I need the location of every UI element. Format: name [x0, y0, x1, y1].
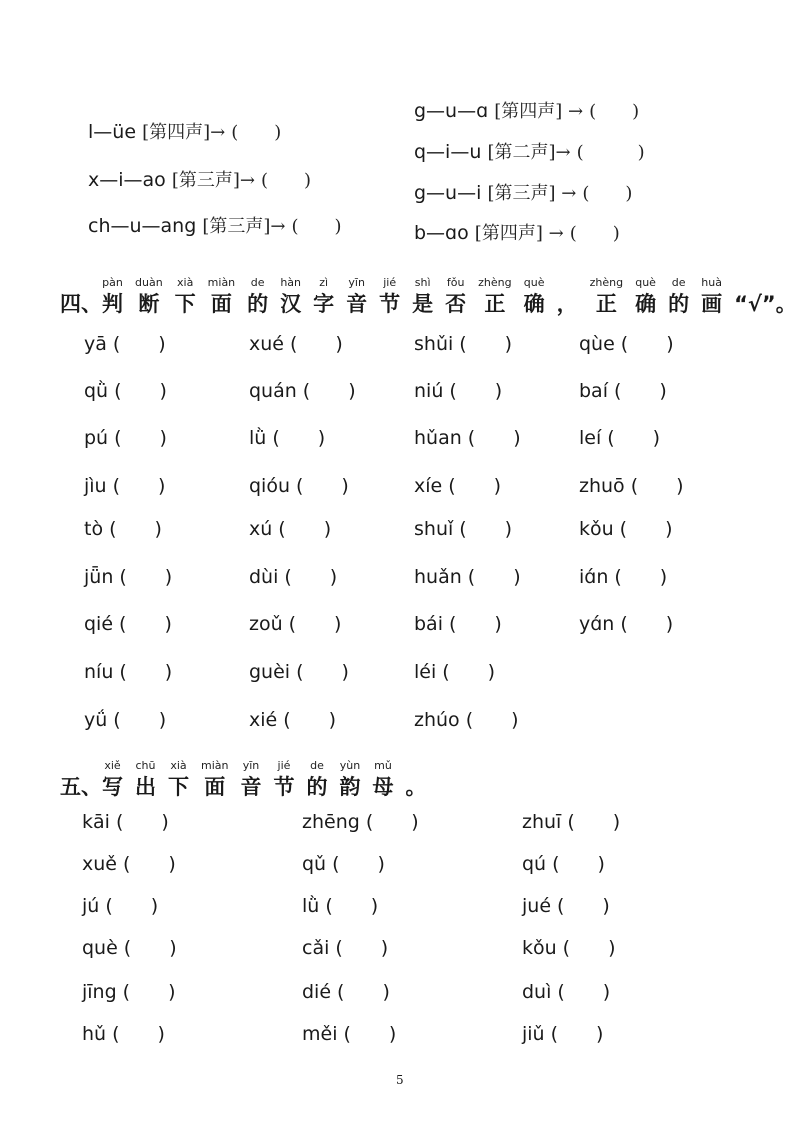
answer-paren[interactable]: ( ) [630, 475, 684, 497]
section4-heading [60, 276, 800, 328]
syllable-item [82, 849, 176, 876]
syllable-item [414, 514, 512, 541]
answer-paren[interactable]: ( ) [119, 566, 173, 588]
syllable-text: leí [579, 427, 602, 449]
ruby-hanzi: 节 [273, 775, 295, 799]
syllable-text: qǜ [84, 380, 109, 402]
syllable-text: hǔan [414, 427, 462, 449]
ruby-char [346, 276, 367, 318]
answer-paren[interactable]: ( ) [112, 475, 166, 497]
ruby-hanzi: 出 [135, 775, 156, 799]
combo-syllable: q—i—u [414, 141, 482, 163]
syllable-text: lǜ [302, 895, 320, 917]
ruby-pinyin [405, 759, 426, 773]
ruby-char [412, 276, 433, 318]
syllable-text: jǖn [84, 566, 114, 588]
syllable-text: zoǔ [249, 613, 283, 635]
ruby-pinyin: zhèng [589, 276, 624, 289]
ruby-char [478, 276, 511, 318]
syllable-text: bái [414, 613, 443, 635]
answer-paren[interactable]: ( ) [272, 427, 326, 449]
ruby-char [208, 276, 235, 318]
answer-paren[interactable]: ( ) [109, 518, 162, 540]
syllable-text: kǒu [522, 937, 557, 959]
syllable-item [84, 609, 172, 636]
answer-paren[interactable]: ( ) [459, 333, 513, 355]
syllable-item [249, 471, 349, 498]
syllable-item [82, 807, 169, 834]
answer-paren[interactable]: ( ) [284, 566, 338, 588]
syllable-item [302, 807, 419, 834]
combo-syllable: ch—u—ang [88, 215, 197, 237]
syllable-item [249, 657, 349, 684]
answer-paren[interactable]: ( ) [114, 380, 167, 402]
syllable-item [82, 977, 176, 1004]
syllable-item [414, 705, 519, 732]
answer-paren[interactable]: ( ) [343, 1023, 397, 1045]
section-number: 四、 [60, 292, 102, 316]
ruby-char [201, 759, 228, 801]
syllable-text: qùe [579, 333, 615, 355]
ruby-char [590, 276, 623, 318]
syllable-text: yǘ [84, 709, 108, 731]
syllable-text: zhēng [302, 811, 360, 833]
ruby-pinyin: de [250, 276, 265, 289]
answer-paren[interactable]: ( ) [325, 895, 379, 917]
syllable-item [579, 329, 674, 356]
answer-paren[interactable]: ( ) [296, 475, 349, 497]
syllable-item [249, 423, 325, 450]
combo-answer[interactable]: ( ) [589, 101, 640, 122]
answer-paren[interactable]: ( ) [448, 613, 502, 635]
syllable-item [414, 562, 521, 589]
syllable-item [84, 657, 172, 684]
ruby-hanzi: 的 [247, 292, 269, 316]
ruby-hanzi: 节 [379, 292, 401, 316]
ruby-char [175, 276, 196, 318]
syllable-item [84, 423, 167, 450]
answer-paren[interactable]: ( ) [113, 709, 167, 731]
ruby-char [734, 276, 797, 318]
syllable-item [579, 423, 660, 450]
answer-paren[interactable]: ( ) [119, 661, 173, 683]
ruby-hanzi: 面 [210, 292, 232, 316]
combo-answer[interactable]: ( ) [576, 142, 645, 163]
syllable-item [579, 562, 667, 589]
syllable-item [249, 514, 331, 541]
syllable-text: quán [249, 380, 297, 402]
syllable-text: kāi [82, 811, 110, 833]
combo-answer[interactable]: ( ) [582, 183, 633, 204]
ruby-pinyin: mǔ [374, 759, 392, 772]
ruby-pinyin: jié [277, 759, 291, 772]
ruby-hanzi: 否 [445, 292, 467, 316]
answer-paren[interactable]: ( ) [112, 333, 166, 355]
ruby-hanzi: 判 [102, 292, 123, 316]
syllable-item [414, 423, 521, 450]
combo-right-1 [414, 97, 639, 123]
ruby-hanzi: 确 [523, 292, 545, 316]
ruby-hanzi: 下 [168, 775, 189, 799]
answer-paren[interactable]: ( ) [449, 380, 503, 402]
ruby-char [273, 759, 294, 801]
answer-paren[interactable]: ( ) [332, 853, 385, 875]
syllable-text: cǎi [302, 937, 330, 959]
syllable-item [579, 471, 684, 498]
syllable-item [414, 657, 495, 684]
ruby-hanzi: 是 [412, 292, 434, 316]
combo-answer[interactable]: ( ) [231, 122, 282, 143]
combo-syllable: l—üe [88, 121, 137, 143]
syllable-item [84, 471, 165, 498]
syllable-text: xué [249, 333, 284, 355]
syllable-text: xuě [82, 853, 117, 875]
answer-paren[interactable]: ( ) [620, 333, 674, 355]
answer-paren[interactable]: ( ) [557, 981, 611, 1003]
ruby-hanzi: 正 [484, 292, 506, 316]
answer-paren[interactable]: ( ) [442, 661, 496, 683]
answer-paren[interactable]: ( ) [613, 380, 667, 402]
syllable-text: jìu [84, 475, 107, 497]
syllable-item [302, 849, 385, 876]
answer-paren[interactable]: ( ) [114, 427, 167, 449]
ruby-char [339, 759, 360, 801]
syllable-text: yɑ́n [579, 613, 615, 635]
answer-paren[interactable]: ( ) [283, 709, 337, 731]
syllable-item [414, 471, 501, 498]
syllable-text: shǔi [414, 333, 454, 355]
ruby-pinyin: què [635, 276, 656, 289]
syllable-item [249, 705, 336, 732]
ruby-hanzi: 。 [405, 775, 427, 799]
ruby-char [306, 759, 327, 801]
syllable-text: qióu [249, 475, 291, 497]
combo-tone: [第四声] → [494, 101, 584, 122]
answer-paren[interactable]: ( ) [337, 981, 390, 1003]
syllable-text: shuǐ [414, 518, 454, 540]
ruby-hanzi: ， [556, 292, 578, 316]
ruby-hanzi: 面 [204, 775, 226, 799]
syllable-text: què [82, 937, 118, 959]
syllable-text: jué [522, 895, 552, 917]
syllable-text: xié [249, 709, 278, 731]
combo-left-1 [88, 118, 281, 144]
answer-paren[interactable]: ( ) [607, 427, 661, 449]
answer-paren[interactable]: ( ) [619, 518, 673, 540]
syllable-text: iɑ́n [579, 566, 609, 588]
ruby-pinyin: yīn [242, 759, 260, 772]
syllable-item [579, 514, 673, 541]
ruby-pinyin: de [310, 759, 324, 772]
syllable-text: zhuō [579, 475, 625, 497]
answer-paren[interactable]: ( ) [296, 661, 349, 683]
answer-paren[interactable]: ( ) [122, 981, 176, 1003]
syllable-text: měi [302, 1023, 338, 1045]
syllable-item [249, 609, 341, 636]
answer-paren[interactable]: ( ) [614, 566, 668, 588]
ruby-pinyin: zhèng [478, 276, 512, 289]
ruby-char [168, 759, 189, 801]
answer-paren[interactable]: ( ) [115, 811, 169, 833]
syllable-text: tò [84, 518, 104, 540]
combo-syllable: b—ɑo [414, 222, 469, 244]
ruby-hanzi: 确 [635, 292, 657, 316]
ruby-pinyin: miàn [201, 759, 229, 772]
ruby-hanzi: 汉 [280, 292, 302, 316]
syllable-item [302, 933, 388, 960]
ruby-char [701, 276, 722, 318]
ruby-char [280, 276, 301, 318]
combo-answer[interactable]: ( ) [569, 223, 620, 244]
answer-paren[interactable]: ( ) [289, 333, 343, 355]
ruby-char [102, 759, 123, 801]
syllable-item [84, 562, 172, 589]
syllable-text: zhuī [522, 811, 562, 833]
ruby-pinyin: miàn [207, 276, 236, 289]
syllable-text: jīng [82, 981, 117, 1003]
ruby-pinyin [557, 276, 578, 290]
ruby-pinyin: shì [414, 276, 431, 289]
section5-heading [60, 759, 438, 811]
ruby-hanzi: 断 [138, 292, 160, 316]
syllable-text: níu [84, 661, 114, 683]
ruby-pinyin: hàn [280, 276, 301, 289]
combo-right-4 [414, 219, 620, 245]
ruby-char [445, 276, 466, 318]
syllable-text: huǎn [414, 566, 462, 588]
page-number: 5 [396, 1073, 404, 1087]
ruby-pinyin: xià [170, 759, 187, 772]
syllable-item [414, 376, 502, 403]
combo-tone: [第三声]→ [202, 216, 286, 237]
syllable-item [579, 609, 673, 636]
ruby-hanzi: “√”。 [734, 292, 797, 316]
answer-paren[interactable]: ( ) [288, 613, 342, 635]
syllable-item [84, 376, 167, 403]
answer-paren[interactable]: ( ) [278, 518, 332, 540]
ruby-char [313, 276, 334, 318]
ruby-char [635, 276, 656, 318]
ruby-hanzi: 母 [372, 775, 394, 799]
answer-paren[interactable]: ( ) [302, 380, 356, 402]
syllable-text: jú [82, 895, 100, 917]
ruby-pinyin: yīn [348, 276, 365, 289]
ruby-char [102, 276, 123, 318]
ruby-char [240, 759, 261, 801]
answer-paren[interactable]: ( ) [112, 1023, 165, 1045]
ruby-hanzi: 画 [701, 292, 723, 316]
combo-tone: [第三声] → [487, 183, 577, 204]
combo-answer[interactable]: ( ) [261, 170, 312, 191]
syllable-text: niú [414, 380, 444, 402]
syllable-item [302, 891, 378, 918]
syllable-item [84, 705, 166, 732]
syllable-text: qú [522, 853, 547, 875]
answer-paren[interactable]: ( ) [365, 811, 419, 833]
answer-paren[interactable]: ( ) [467, 427, 521, 449]
ruby-char [557, 276, 578, 318]
answer-paren[interactable]: ( ) [119, 613, 172, 635]
answer-paren[interactable]: ( ) [122, 853, 176, 875]
combo-tone: [第四声]→ [142, 122, 226, 143]
ruby-char [379, 276, 400, 318]
ruby-pinyin: yùn [339, 759, 361, 772]
syllable-text: yā [84, 333, 107, 355]
answer-paren[interactable]: ( ) [448, 475, 502, 497]
syllable-item [522, 1019, 603, 1046]
syllable-item [249, 376, 356, 403]
ruby-char [247, 276, 268, 318]
ruby-pinyin: huà [701, 276, 722, 289]
syllable-item [522, 933, 616, 960]
ruby-pinyin: jié [383, 276, 397, 289]
syllable-text: qié [84, 613, 114, 635]
combo-syllable: x—i—ao [88, 169, 166, 191]
syllable-text: guèi [249, 661, 291, 683]
syllable-item [82, 891, 158, 918]
syllable-item [579, 376, 667, 403]
ruby-pinyin: duàn [135, 276, 163, 289]
ruby-pinyin: xiě [104, 759, 121, 772]
syllable-item [522, 849, 605, 876]
syllable-item [249, 562, 337, 589]
answer-paren[interactable]: ( ) [465, 709, 519, 731]
ruby-hanzi: 下 [174, 292, 196, 316]
syllable-text: jiǔ [522, 1023, 545, 1045]
ruby-pinyin: què [523, 276, 545, 289]
ruby-pinyin: xià [177, 276, 194, 289]
syllable-item [522, 977, 610, 1004]
ruby-char [405, 759, 426, 801]
combo-tone: [第二声]→ [487, 142, 571, 163]
syllable-item [249, 329, 343, 356]
ruby-pinyin: pàn [102, 276, 123, 289]
syllable-text: léi [414, 661, 437, 683]
syllable-item [522, 807, 620, 834]
syllable-item [82, 933, 177, 960]
syllable-text: xú [249, 518, 273, 540]
ruby-hanzi: 正 [595, 292, 617, 316]
combo-syllable: g—u—i [414, 182, 482, 204]
syllable-text: xíe [414, 475, 443, 497]
answer-paren[interactable]: ( ) [467, 566, 521, 588]
combo-syllable: g—u—ɑ [414, 100, 489, 122]
syllable-text: baí [579, 380, 608, 402]
answer-paren[interactable]: ( ) [105, 895, 159, 917]
ruby-char [524, 276, 545, 318]
section-number: 五、 [60, 775, 102, 799]
syllable-item [414, 329, 512, 356]
syllable-item [414, 609, 502, 636]
section4-title [102, 276, 800, 318]
section5-title [102, 759, 438, 801]
answer-paren[interactable]: ( ) [557, 895, 610, 917]
ruby-hanzi: 的 [668, 292, 690, 316]
syllable-text: dùi [249, 566, 279, 588]
syllable-text: lǜ [249, 427, 267, 449]
answer-paren[interactable]: ( ) [562, 937, 616, 959]
answer-paren[interactable]: ( ) [335, 937, 389, 959]
syllable-item [302, 1019, 396, 1046]
combo-right-2 [414, 138, 645, 164]
combo-left-2 [88, 166, 311, 192]
syllable-text: pú [84, 427, 109, 449]
ruby-pinyin: zì [319, 276, 329, 289]
syllable-text: qǔ [302, 853, 327, 875]
ruby-char [372, 759, 393, 801]
combo-left-3 [88, 212, 342, 238]
ruby-hanzi: 音 [346, 292, 368, 316]
ruby-hanzi: 写 [102, 775, 123, 799]
ruby-pinyin: chū [135, 759, 156, 772]
syllable-item [84, 329, 166, 356]
syllable-text: zhúo [414, 709, 460, 731]
ruby-pinyin [734, 276, 797, 290]
syllable-item [84, 514, 162, 541]
syllable-text: dié [302, 981, 332, 1003]
answer-paren[interactable]: ( ) [567, 811, 621, 833]
combo-tone: [第四声] → [474, 223, 564, 244]
syllable-item [302, 977, 390, 1004]
answer-paren[interactable]: ( ) [459, 518, 513, 540]
ruby-char [135, 276, 163, 318]
ruby-hanzi: 韵 [339, 775, 361, 799]
answer-paren[interactable]: ( ) [620, 613, 674, 635]
syllable-item [82, 1019, 165, 1046]
ruby-pinyin: de [671, 276, 686, 289]
syllable-text: duì [522, 981, 552, 1003]
ruby-hanzi: 的 [306, 775, 328, 799]
answer-paren[interactable]: ( ) [123, 937, 177, 959]
combo-right-3 [414, 179, 632, 205]
ruby-char [135, 759, 156, 801]
answer-paren[interactable]: ( ) [550, 1023, 604, 1045]
syllable-text: hǔ [82, 1023, 107, 1045]
combo-tone: [第三声]→ [171, 170, 255, 191]
ruby-pinyin: fǒu [446, 276, 465, 289]
ruby-hanzi: 字 [313, 292, 335, 316]
ruby-char [668, 276, 689, 318]
combo-answer[interactable]: ( ) [291, 216, 342, 237]
answer-paren[interactable]: ( ) [552, 853, 605, 875]
ruby-hanzi: 音 [240, 775, 262, 799]
syllable-item [522, 891, 610, 918]
syllable-text: kǒu [579, 518, 614, 540]
